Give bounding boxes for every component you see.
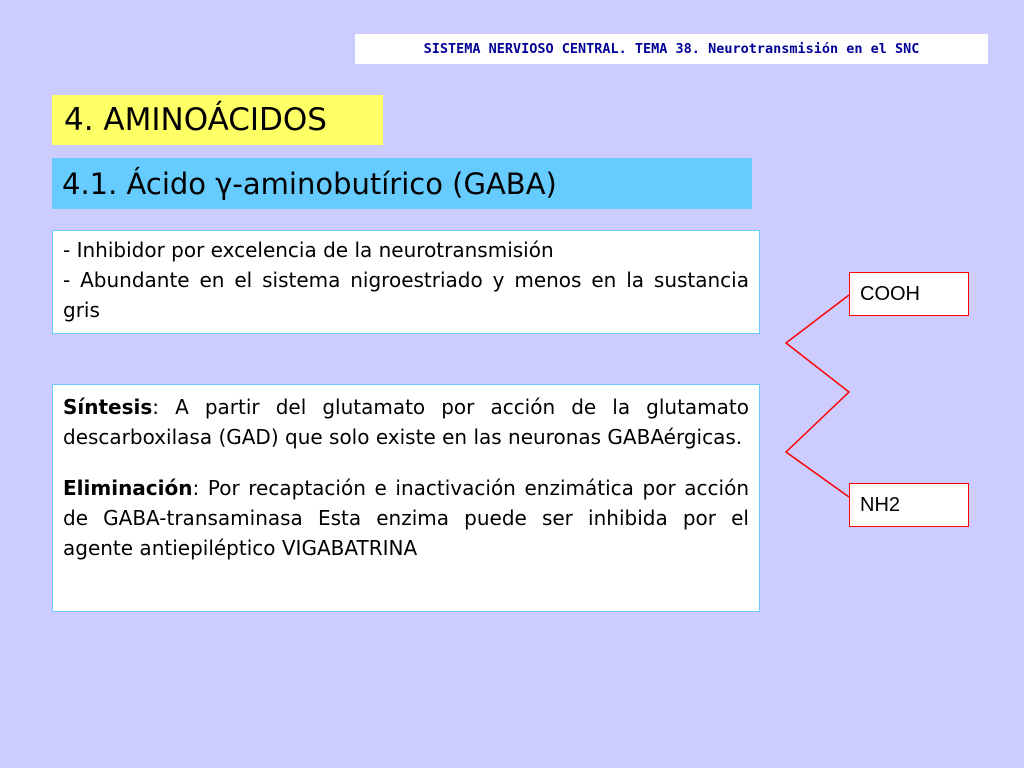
synthesis-box: [52, 384, 760, 612]
section-title: 4. AMINOÁCIDOS: [52, 95, 383, 145]
synthesis-paragraph: [63, 392, 749, 452]
elimination-text: : Por recaptación e inactivación enzimática por acción de GABA-transaminasa Esta enzima puede ser inhibida por el agente antiepiléptico VIGABATRINA: [63, 476, 749, 560]
property-item: - Abundante en el sistema nigroestriado y menos en la sustancia gris: [63, 268, 749, 322]
cooh-label: COOH: [860, 282, 920, 305]
carbon-chain-bonds: [786, 295, 849, 497]
subsection-title: 4.1. Ácido γ-aminobutírico (GABA): [52, 158, 752, 209]
elimination-label: Eliminación: [63, 476, 193, 500]
header-tag: SISTEMA NERVIOSO CENTRAL. TEMA 38. Neurotransmisión en el SNC: [355, 34, 988, 64]
paragraph-spacer: [63, 452, 749, 473]
synthesis-text: : A partir del glutamato por acción de la glutamato descarboxilasa (GAD) que solo existe en las neuronas GABAérgicas.: [63, 395, 749, 449]
elimination-paragraph: [63, 473, 749, 563]
cooh-group-box: [849, 272, 969, 316]
nh2-label: NH2: [860, 493, 901, 516]
property-item: - Inhibidor por excelencia de la neurotransmisión: [63, 238, 554, 262]
properties-box: [52, 230, 760, 334]
synthesis-label: Síntesis: [63, 395, 153, 419]
nh2-group-box: [849, 483, 969, 527]
